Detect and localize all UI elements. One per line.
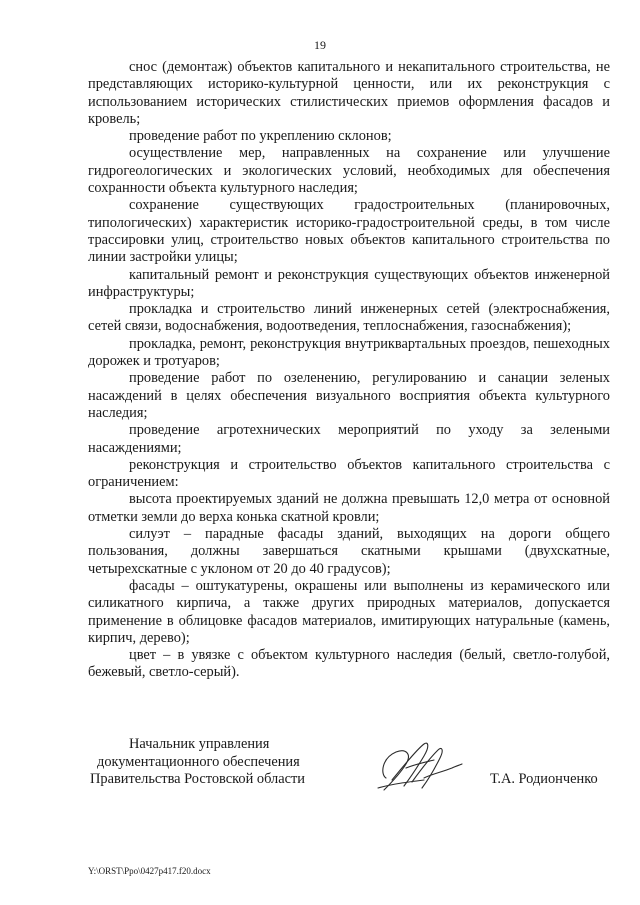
paragraph: осуществление мер, направленных на сохранение или улучшение гидрогеологических и экологических условий, необходимых для обеспечения сохранности объекта культурного наследия;	[88, 145, 610, 197]
paragraph: цвет – в увязке с объектом культурного наследия (белый, светло-голубой, бежевый, светло-серый).	[88, 647, 610, 681]
paragraph: высота проектируемых зданий не должна превышать 12,0 метра от основной отметки земли до верха конька скатной кровли;	[88, 491, 610, 525]
signatory-title	[90, 736, 350, 789]
signatory-title-line: Начальник управления	[129, 736, 270, 752]
signatory-title-line: Правительства Ростовской области	[90, 771, 305, 787]
document-body	[88, 59, 610, 682]
handwritten-signature	[372, 738, 464, 800]
page-number: 19	[314, 38, 326, 52]
paragraph: прокладка и строительство линий инженерных сетей (электроснабжения, сетей связи, водоснабжения, водоотведения, теплоснабжения, газоснабжения);	[88, 301, 610, 335]
signatory-name: Т.А. Родионченко	[490, 771, 598, 787]
paragraph: проведение работ по озеленению, регулированию и санации зеленых насаждений в целях обеспечения визуального восприятия объекта культурного наследия;	[88, 370, 610, 421]
paragraph: проведение агротехнических мероприятий по уходу за зелеными насаждениями;	[88, 422, 610, 456]
signatory-title-line: документационного обеспечения	[97, 753, 300, 770]
paragraph: прокладка, ремонт, реконструкция внутриквартальных проездов, пешеходных дорожек и тротуаров;	[88, 335, 610, 370]
paragraph: реконструкция и строительство объектов капитального строительства с ограничением:	[88, 456, 610, 491]
paragraph: силуэт – парадные фасады зданий, выходящих на дороги общего пользования, должны завершаться скатными крышами (двухскатные, четырехскатные с уклоном от 20 до 40 градусов);	[88, 526, 610, 577]
paragraph: сохранение существующих градостроительных (планировочных, типологических) характеристик историко-градостроительной среды, в том числе трассировки улиц, строительство новых объектов капитального строительства по линии застройки улицы;	[88, 197, 610, 266]
paragraph: капитальный ремонт и реконструкция существующих объектов инженерной инфраструктуры;	[88, 266, 610, 300]
paragraph: фасады – оштукатурены, окрашены или выполнены из керамического или силикатного кирпича, а также других природных материалов, допускается применение в облицовке фасадов материалов, имитирующих натуральные (камень, кирпич, дерево);	[88, 577, 610, 646]
paragraph: снос (демонтаж) объектов капитального и некапитального строительства, не представляющих историко-культурной ценности, или их реконструкция с использованием исторических стилистических приемов оформления фасадов и кровель;	[88, 59, 610, 127]
footer-file-path: Y:\ORST\Ppo\0427p417.f20.docx	[88, 866, 211, 876]
paragraph: проведение работ по укреплению склонов;	[129, 128, 392, 145]
